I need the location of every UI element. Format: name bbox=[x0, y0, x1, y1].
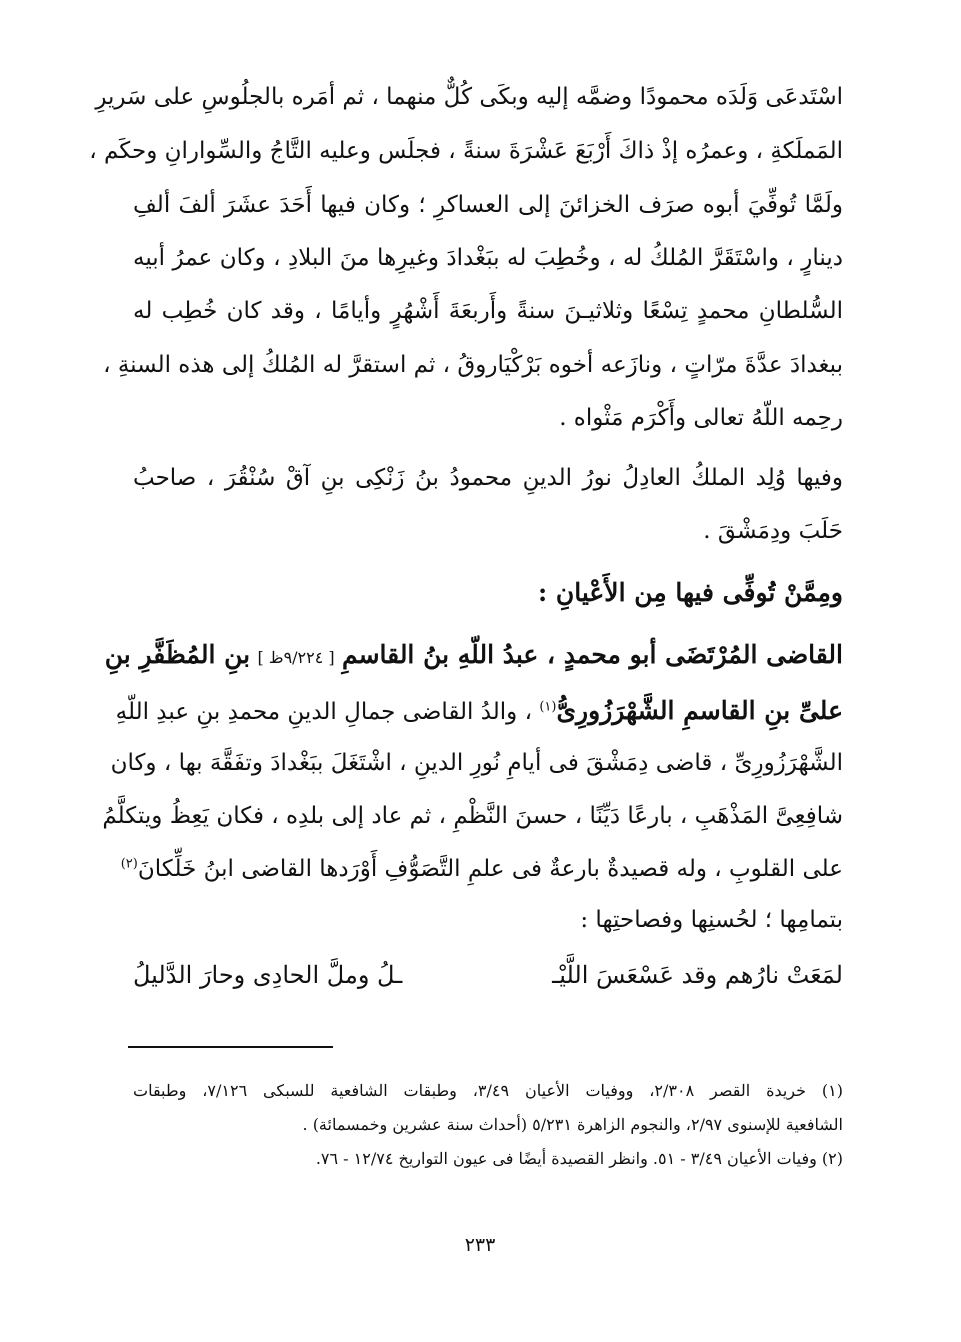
biography-line-1 bbox=[104, 638, 843, 672]
paragraph2-line-1: وفيها وُلِد الملكُ العادِلُ نورُ الدينِ محمودُ بنُ زَنْكِى بنِ آقْ سُنْقُرَ ، صاحبُ bbox=[133, 465, 843, 491]
paragraph1-line-1: اسْتَدعَى وَلَدَه محمودًا وضمَّه إليه وبكَى كُلٌّ منهما ، ثم أمَره بالجلُوسِ على سَريرِ bbox=[95, 84, 843, 110]
paragraph1-line-6: ببغدادَ عدَّةَ مرّاتٍ ، ونازَعه أخوه بَرْكْيَاروقُ ، ثم استقرَّ له المُلكُ إلى هذه السنةِ ، bbox=[103, 352, 843, 378]
biography-line-3: الشَّهْرَزُورِىِّ ، قاضى دِمَشْقَ فى أيامِ نُورِ الدينِ ، اشْتَغَلَ ببَغْدادَ وتفَقَّهَ بها ، وكان bbox=[110, 750, 843, 776]
footnote-ref-1: (١) bbox=[539, 699, 557, 715]
biography-subject-lineage: بنِ المُظَفَّرِ بنِ bbox=[104, 640, 251, 669]
poem-verse bbox=[133, 958, 843, 992]
footnote-2: (٢) وفيات الأعيان ٣/٤٩ - ٥١. وانظر القصيدة أيضًا فى عيون التواريخ ١٢/٧٤ - ٧٦. bbox=[315, 1149, 843, 1168]
footnote-separator bbox=[128, 1046, 333, 1048]
page-number: ٢٣٣ bbox=[464, 1234, 496, 1256]
manuscript-folio-marker: [ ٩/٢٢٤ظ ] bbox=[257, 648, 335, 667]
biography-line-4: شافِعِىَّ المَذْهَبِ ، بارعًا دَيِّنًا ، حسنَ النَّظْمِ ، ثم عاد إلى بلدِه ، فكان يَعِظُ ويتكلَّمُ bbox=[102, 803, 843, 829]
paragraph1-line-7: رحِمه اللّهُ تعالى وأَكْرَم مَثْواه . bbox=[559, 405, 843, 431]
verse-second-hemistich: ـلُ وملَّ الحادِى وحارَ الدَّليلُ bbox=[133, 961, 403, 989]
paragraph1-line-5: السُّلطانِ محمدٍ تِسْعًا وثلاثيـنَ سنةً وأَربعَةَ أَشْهُرٍ وأيامًا ، وقد كان خُطِب له bbox=[133, 298, 843, 324]
biography-line-5-text: على القلوبِ ، وله قصيدةٌ بارعةٌ فى علمِ التَّصَوُّفِ أَوْرَدها القاضى ابنُ خَلِّكانَ bbox=[137, 856, 843, 882]
verse-first-hemistich: لمَعَتْ نارُهم وقد عَسْعَسَ اللَّيْـ bbox=[552, 961, 843, 989]
paragraph1-line-3: ولَمَّا تُوفِّيَ أبوه صرَف الخزائنَ إلى العساكرِ ؛ وكان فيها أَحَدَ عشَرَ ألفَ ألفِ bbox=[133, 192, 843, 218]
biography-subject-name: القاضى المُرْتَضَى أبو محمدٍ ، عبدُ اللّهِ بنُ القاسمِ bbox=[341, 640, 843, 669]
biography-line-5 bbox=[120, 854, 843, 884]
biography-line-6: بتمامِها ؛ لحُسنِها وفصاحتِها : bbox=[580, 907, 843, 933]
biography-line-2 bbox=[115, 694, 843, 728]
biography-subject-nisba: علىِّ بنِ القاسمِ الشَّهْرَزُورِىُّ bbox=[556, 696, 843, 725]
biography-line-2-text: ، والدُ القاضى جمالِ الدينِ محمدِ بنِ عبدِ اللّهِ bbox=[115, 699, 533, 725]
footnote-1-line-2: الشافعية للإسنوى ٢/٩٧، والنجوم الزاهرة ٥/٢٣١ (أحداث سنة عشرين وخمسمائة) . bbox=[302, 1115, 843, 1134]
paragraph2-line-2: حَلَبَ ودِمَشْقَ . bbox=[703, 518, 843, 544]
paragraph1-line-4: دينارٍ ، واسْتَقَرَّ المُلكُ له ، وخُطِبَ له ببَغْدادَ وغيرِها منَ البلادِ ، وكان عمرُ أبيه bbox=[133, 245, 843, 271]
footnote-1-line-1: (١) خريدة القصر ٢/٣٠٨، ووفيات الأعيان ٣/٤٩، وطبقات الشافعية للسبكى ٧/١٢٦، وطبقات bbox=[133, 1081, 844, 1100]
footnote-ref-2: (٢) bbox=[120, 856, 138, 872]
section-heading: ومِمَّنْ تُوفِّى فيها مِن الأَعْيانِ : bbox=[537, 578, 843, 607]
paragraph1-line-2: المَملَكةِ ، وعمرُه إذْ ذاكَ أَرْبَعَ عَشْرَةَ سنةً ، فجلَس وعليه التَّاجُ والسِّوارانِ وحكَم ، bbox=[89, 138, 843, 164]
